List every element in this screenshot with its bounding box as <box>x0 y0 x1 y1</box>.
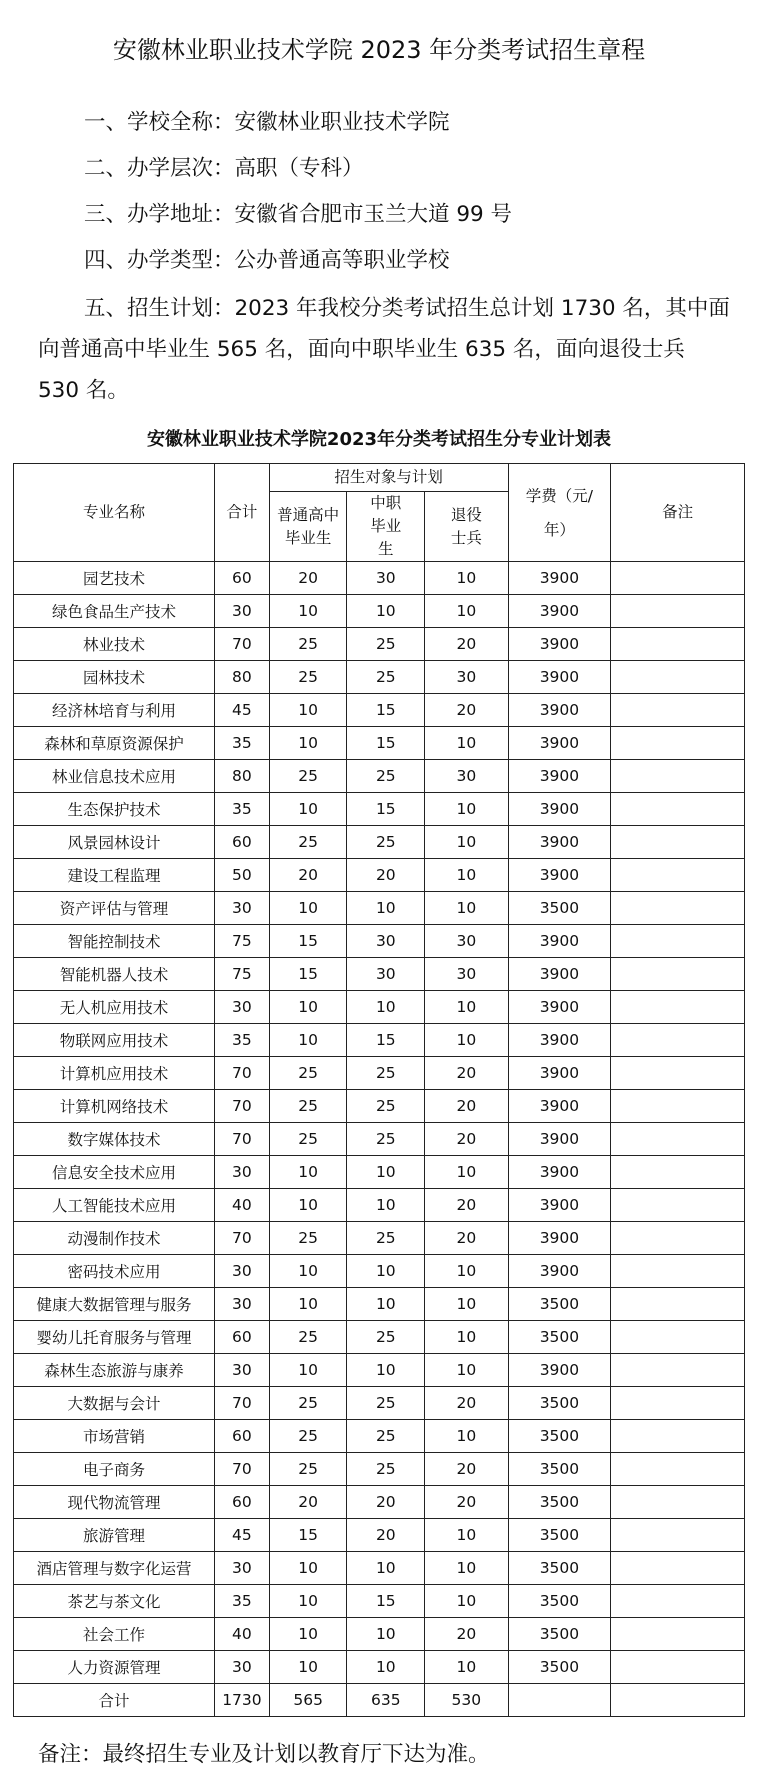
cell-veteran: 20 <box>425 1222 508 1255</box>
cell-tuition-fee: 3900 <box>508 1354 611 1387</box>
cell-vocational: 15 <box>347 1585 425 1618</box>
cell-tuition-fee: 3900 <box>508 628 611 661</box>
cell-high-school: 10 <box>269 1618 347 1651</box>
cell-veteran: 20 <box>425 1486 508 1519</box>
cell-major: 计算机网络技术 <box>14 1090 215 1123</box>
cell-remark <box>611 958 745 991</box>
cell-major: 物联网应用技术 <box>14 1024 215 1057</box>
cell-total: 60 <box>215 826 270 859</box>
cell-high-school: 20 <box>269 1486 347 1519</box>
cell-major: 风景园林设计 <box>14 826 215 859</box>
table-row <box>14 661 745 694</box>
cell-vocational: 25 <box>347 1387 425 1420</box>
cell-major: 人力资源管理 <box>14 1651 215 1684</box>
cell-major: 绿色食品生产技术 <box>14 595 215 628</box>
table-row <box>14 595 745 628</box>
cell-total: 75 <box>215 925 270 958</box>
cell-veteran: 10 <box>425 1585 508 1618</box>
cell-veteran: 10 <box>425 727 508 760</box>
cell-total: 60 <box>215 1321 270 1354</box>
cell-remark <box>611 694 745 727</box>
cell-tuition-fee: 3500 <box>508 892 611 925</box>
cell-high-school: 10 <box>269 595 347 628</box>
cell-veteran: 30 <box>425 661 508 694</box>
cell-remark <box>611 1519 745 1552</box>
table-row <box>14 760 745 793</box>
table-row <box>14 859 745 892</box>
paragraph-school-type: 四、办学类型：公办普通高等职业学校 <box>84 248 450 273</box>
cell-tuition-fee: 3500 <box>508 1453 611 1486</box>
cell-veteran: 30 <box>425 958 508 991</box>
table-row <box>14 1519 745 1552</box>
table-row <box>14 991 745 1024</box>
cell-vocational: 15 <box>347 727 425 760</box>
cell-high-school: 15 <box>269 1519 347 1552</box>
cell-total: 70 <box>215 1123 270 1156</box>
cell-veteran: 10 <box>425 859 508 892</box>
cell-major: 园林技术 <box>14 661 215 694</box>
total-cell-high-school: 565 <box>269 1684 347 1717</box>
cell-veteran: 20 <box>425 1618 508 1651</box>
table-row <box>14 1255 745 1288</box>
cell-vocational: 10 <box>347 892 425 925</box>
cell-tuition-fee: 3900 <box>508 1123 611 1156</box>
cell-high-school: 10 <box>269 1651 347 1684</box>
cell-total: 30 <box>215 991 270 1024</box>
cell-veteran: 10 <box>425 1420 508 1453</box>
cell-high-school: 25 <box>269 661 347 694</box>
cell-vocational: 25 <box>347 628 425 661</box>
cell-vocational: 10 <box>347 991 425 1024</box>
cell-remark <box>611 1090 745 1123</box>
cell-vocational: 10 <box>347 1156 425 1189</box>
cell-remark <box>611 793 745 826</box>
cell-veteran: 30 <box>425 760 508 793</box>
cell-remark <box>611 1453 745 1486</box>
cell-vocational: 10 <box>347 1189 425 1222</box>
cell-remark <box>611 595 745 628</box>
cell-tuition-fee: 3900 <box>508 1024 611 1057</box>
table-row <box>14 892 745 925</box>
cell-high-school: 25 <box>269 760 347 793</box>
table-row <box>14 1387 745 1420</box>
total-cell-major: 合计 <box>14 1684 215 1717</box>
cell-tuition-fee: 3900 <box>508 859 611 892</box>
table-row <box>14 1189 745 1222</box>
paragraph-enrollment-plan: 五、招生计划：2023 年我校分类考试招生总计划 1730 名，其中面向普通高中毕业生 565 名，面向中职毕业生 635 名，面向退役士兵 530 名。 <box>38 296 730 403</box>
cell-total: 40 <box>215 1618 270 1651</box>
cell-total: 80 <box>215 661 270 694</box>
table-title: 安徽林业职业技术学院2023年分类考试招生分专业计划表 <box>146 429 612 450</box>
table-row <box>14 1585 745 1618</box>
cell-remark <box>611 1156 745 1189</box>
cell-remark <box>611 1651 745 1684</box>
cell-major: 婴幼儿托育服务与管理 <box>14 1321 215 1354</box>
cell-vocational: 25 <box>347 1057 425 1090</box>
cell-tuition-fee: 3900 <box>508 1189 611 1222</box>
cell-remark <box>611 1420 745 1453</box>
cell-tuition-fee: 3900 <box>508 1156 611 1189</box>
cell-high-school: 10 <box>269 793 347 826</box>
cell-major: 数字媒体技术 <box>14 1123 215 1156</box>
total-cell-veteran: 530 <box>425 1684 508 1717</box>
cell-major: 人工智能技术应用 <box>14 1189 215 1222</box>
cell-remark <box>611 727 745 760</box>
cell-major: 旅游管理 <box>14 1519 215 1552</box>
cell-remark <box>611 1486 745 1519</box>
cell-major: 酒店管理与数字化运营 <box>14 1552 215 1585</box>
cell-total: 60 <box>215 562 270 595</box>
cell-veteran: 10 <box>425 1354 508 1387</box>
cell-major: 园艺技术 <box>14 562 215 595</box>
table-row <box>14 958 745 991</box>
cell-high-school: 20 <box>269 562 347 595</box>
header-veterans: 退役士兵 <box>425 492 508 562</box>
cell-vocational: 10 <box>347 1618 425 1651</box>
cell-total: 30 <box>215 1156 270 1189</box>
cell-high-school: 10 <box>269 1354 347 1387</box>
cell-total: 70 <box>215 1222 270 1255</box>
cell-high-school: 10 <box>269 727 347 760</box>
header-tuition-fee: 学费（元/年） <box>508 464 611 562</box>
table-row <box>14 1354 745 1387</box>
cell-total: 70 <box>215 1453 270 1486</box>
cell-vocational: 30 <box>347 562 425 595</box>
cell-high-school: 25 <box>269 1420 347 1453</box>
cell-major: 电子商务 <box>14 1453 215 1486</box>
cell-total: 35 <box>215 1024 270 1057</box>
cell-vocational: 20 <box>347 1519 425 1552</box>
cell-vocational: 10 <box>347 1288 425 1321</box>
cell-tuition-fee: 3900 <box>508 760 611 793</box>
cell-high-school: 25 <box>269 1057 347 1090</box>
enrollment-plan-table <box>13 463 745 1717</box>
cell-tuition-fee: 3900 <box>508 1222 611 1255</box>
cell-high-school: 10 <box>269 1024 347 1057</box>
table-row <box>14 1123 745 1156</box>
cell-total: 35 <box>215 793 270 826</box>
cell-veteran: 10 <box>425 1519 508 1552</box>
cell-remark <box>611 1321 745 1354</box>
cell-remark <box>611 1618 745 1651</box>
cell-high-school: 15 <box>269 925 347 958</box>
cell-total: 70 <box>215 1387 270 1420</box>
cell-total: 60 <box>215 1486 270 1519</box>
cell-veteran: 10 <box>425 1552 508 1585</box>
table-row <box>14 1288 745 1321</box>
cell-veteran: 30 <box>425 925 508 958</box>
cell-major: 经济林培育与利用 <box>14 694 215 727</box>
cell-vocational: 25 <box>347 1420 425 1453</box>
cell-veteran: 20 <box>425 1090 508 1123</box>
cell-high-school: 25 <box>269 628 347 661</box>
cell-veteran: 20 <box>425 628 508 661</box>
cell-major: 森林生态旅游与康养 <box>14 1354 215 1387</box>
cell-tuition-fee: 3500 <box>508 1552 611 1585</box>
paragraph-school-name: 一、学校全称：安徽林业职业技术学院 <box>84 110 450 135</box>
footnote: 备注：最终招生专业及计划以教育厅下达为准。 <box>38 1742 490 1767</box>
cell-total: 70 <box>215 628 270 661</box>
cell-total: 50 <box>215 859 270 892</box>
table-row <box>14 1156 745 1189</box>
cell-tuition-fee: 3900 <box>508 793 611 826</box>
cell-major: 信息安全技术应用 <box>14 1156 215 1189</box>
cell-major: 动漫制作技术 <box>14 1222 215 1255</box>
cell-veteran: 10 <box>425 1024 508 1057</box>
cell-veteran: 20 <box>425 1057 508 1090</box>
table-row <box>14 1651 745 1684</box>
cell-major: 大数据与会计 <box>14 1387 215 1420</box>
cell-remark <box>611 1288 745 1321</box>
table-row <box>14 1552 745 1585</box>
cell-remark <box>611 859 745 892</box>
cell-major: 现代物流管理 <box>14 1486 215 1519</box>
cell-vocational: 25 <box>347 661 425 694</box>
table-row <box>14 1321 745 1354</box>
cell-remark <box>611 628 745 661</box>
cell-tuition-fee: 3900 <box>508 595 611 628</box>
cell-total: 40 <box>215 1189 270 1222</box>
cell-total: 80 <box>215 760 270 793</box>
total-cell-vocational: 635 <box>347 1684 425 1717</box>
cell-tuition-fee: 3500 <box>508 1321 611 1354</box>
cell-remark <box>611 925 745 958</box>
cell-veteran: 10 <box>425 1288 508 1321</box>
cell-remark <box>611 892 745 925</box>
cell-tuition-fee: 3500 <box>508 1618 611 1651</box>
cell-veteran: 10 <box>425 892 508 925</box>
cell-total: 75 <box>215 958 270 991</box>
document-title: 安徽林业职业技术学院 2023 年分类考试招生章程 <box>112 36 646 64</box>
cell-major: 林业信息技术应用 <box>14 760 215 793</box>
cell-remark <box>611 1387 745 1420</box>
cell-total: 30 <box>215 1651 270 1684</box>
cell-vocational: 15 <box>347 1024 425 1057</box>
cell-remark <box>611 760 745 793</box>
header-remark: 备注 <box>611 464 745 562</box>
cell-total: 45 <box>215 694 270 727</box>
cell-major: 森林和草原资源保护 <box>14 727 215 760</box>
cell-tuition-fee: 3900 <box>508 826 611 859</box>
cell-vocational: 25 <box>347 1453 425 1486</box>
cell-vocational: 10 <box>347 595 425 628</box>
cell-high-school: 10 <box>269 1552 347 1585</box>
cell-major: 密码技术应用 <box>14 1255 215 1288</box>
table-header <box>14 464 745 562</box>
cell-major: 智能控制技术 <box>14 925 215 958</box>
cell-total: 30 <box>215 1354 270 1387</box>
cell-tuition-fee: 3500 <box>508 1585 611 1618</box>
cell-total: 30 <box>215 892 270 925</box>
cell-tuition-fee: 3900 <box>508 1255 611 1288</box>
cell-tuition-fee: 3500 <box>508 1486 611 1519</box>
total-cell-total: 1730 <box>215 1684 270 1717</box>
table-total-row <box>14 1684 745 1717</box>
cell-vocational: 10 <box>347 1255 425 1288</box>
table-row <box>14 1618 745 1651</box>
cell-high-school: 10 <box>269 694 347 727</box>
cell-tuition-fee: 3500 <box>508 1387 611 1420</box>
cell-vocational: 25 <box>347 1222 425 1255</box>
cell-remark <box>611 1024 745 1057</box>
cell-high-school: 25 <box>269 1321 347 1354</box>
table-row <box>14 826 745 859</box>
cell-tuition-fee: 3900 <box>508 694 611 727</box>
cell-major: 资产评估与管理 <box>14 892 215 925</box>
cell-total: 30 <box>215 595 270 628</box>
cell-veteran: 10 <box>425 826 508 859</box>
cell-remark <box>611 661 745 694</box>
cell-vocational: 20 <box>347 859 425 892</box>
cell-major: 建设工程监理 <box>14 859 215 892</box>
paragraph-address: 三、办学地址：安徽省合肥市玉兰大道 99 号 <box>84 202 513 227</box>
cell-vocational: 25 <box>347 1123 425 1156</box>
cell-vocational: 25 <box>347 1321 425 1354</box>
cell-remark <box>611 1222 745 1255</box>
cell-major: 智能机器人技术 <box>14 958 215 991</box>
cell-major: 林业技术 <box>14 628 215 661</box>
cell-total: 70 <box>215 1090 270 1123</box>
table-row <box>14 1420 745 1453</box>
cell-total: 30 <box>215 1552 270 1585</box>
total-cell-tuition-fee <box>508 1684 611 1717</box>
cell-tuition-fee: 3500 <box>508 1420 611 1453</box>
cell-total: 30 <box>215 1255 270 1288</box>
table-row <box>14 1024 745 1057</box>
header-high-school-graduates: 普通高中毕业生 <box>269 492 347 562</box>
cell-tuition-fee: 3500 <box>508 1651 611 1684</box>
cell-vocational: 25 <box>347 826 425 859</box>
cell-tuition-fee: 3500 <box>508 1519 611 1552</box>
table-row <box>14 727 745 760</box>
cell-high-school: 25 <box>269 1222 347 1255</box>
cell-major: 无人机应用技术 <box>14 991 215 1024</box>
cell-high-school: 25 <box>269 1123 347 1156</box>
cell-veteran: 20 <box>425 694 508 727</box>
cell-tuition-fee: 3900 <box>508 727 611 760</box>
table-row <box>14 793 745 826</box>
cell-remark <box>611 826 745 859</box>
cell-remark <box>611 1189 745 1222</box>
cell-high-school: 10 <box>269 892 347 925</box>
cell-tuition-fee: 3900 <box>508 562 611 595</box>
cell-high-school: 10 <box>269 1189 347 1222</box>
table-row <box>14 1090 745 1123</box>
cell-vocational: 10 <box>347 1651 425 1684</box>
cell-veteran: 10 <box>425 1255 508 1288</box>
cell-vocational: 30 <box>347 958 425 991</box>
cell-total: 35 <box>215 1585 270 1618</box>
cell-high-school: 25 <box>269 1090 347 1123</box>
cell-vocational: 15 <box>347 793 425 826</box>
header-major: 专业名称 <box>14 464 215 562</box>
cell-remark <box>611 1354 745 1387</box>
cell-major: 市场营销 <box>14 1420 215 1453</box>
table-row <box>14 628 745 661</box>
cell-remark <box>611 1057 745 1090</box>
cell-total: 30 <box>215 1288 270 1321</box>
table-row <box>14 1057 745 1090</box>
table-row <box>14 925 745 958</box>
cell-tuition-fee: 3900 <box>508 925 611 958</box>
cell-veteran: 10 <box>425 991 508 1024</box>
cell-veteran: 10 <box>425 562 508 595</box>
cell-remark <box>611 1585 745 1618</box>
cell-high-school: 10 <box>269 1255 347 1288</box>
cell-total: 35 <box>215 727 270 760</box>
cell-major: 社会工作 <box>14 1618 215 1651</box>
cell-major: 健康大数据管理与服务 <box>14 1288 215 1321</box>
table-row <box>14 1486 745 1519</box>
cell-tuition-fee: 3900 <box>508 991 611 1024</box>
cell-remark <box>611 991 745 1024</box>
total-cell-remark <box>611 1684 745 1717</box>
cell-veteran: 10 <box>425 793 508 826</box>
cell-total: 45 <box>215 1519 270 1552</box>
paragraph-education-level: 二、办学层次：高职（专科） <box>84 156 364 181</box>
cell-high-school: 15 <box>269 958 347 991</box>
cell-vocational: 20 <box>347 1486 425 1519</box>
cell-veteran: 20 <box>425 1189 508 1222</box>
cell-major: 计算机应用技术 <box>14 1057 215 1090</box>
cell-remark <box>611 1123 745 1156</box>
cell-tuition-fee: 3900 <box>508 1090 611 1123</box>
cell-remark <box>611 562 745 595</box>
cell-veteran: 20 <box>425 1387 508 1420</box>
cell-high-school: 10 <box>269 1288 347 1321</box>
cell-high-school: 25 <box>269 1387 347 1420</box>
cell-tuition-fee: 3900 <box>508 1057 611 1090</box>
cell-high-school: 25 <box>269 1453 347 1486</box>
header-vocational-graduates: 中职毕业生 <box>347 492 425 562</box>
cell-tuition-fee: 3900 <box>508 958 611 991</box>
table-row <box>14 1453 745 1486</box>
cell-high-school: 10 <box>269 1156 347 1189</box>
cell-vocational: 30 <box>347 925 425 958</box>
table-row <box>14 562 745 595</box>
cell-vocational: 25 <box>347 760 425 793</box>
cell-veteran: 10 <box>425 1321 508 1354</box>
cell-total: 60 <box>215 1420 270 1453</box>
cell-veteran: 10 <box>425 1651 508 1684</box>
cell-veteran: 10 <box>425 1156 508 1189</box>
cell-high-school: 20 <box>269 859 347 892</box>
cell-vocational: 25 <box>347 1090 425 1123</box>
cell-veteran: 20 <box>425 1453 508 1486</box>
header-total: 合计 <box>215 464 270 562</box>
table-row <box>14 1222 745 1255</box>
cell-tuition-fee: 3500 <box>508 1288 611 1321</box>
cell-remark <box>611 1552 745 1585</box>
cell-veteran: 20 <box>425 1123 508 1156</box>
table-row <box>14 694 745 727</box>
cell-remark <box>611 1255 745 1288</box>
cell-major: 生态保护技术 <box>14 793 215 826</box>
header-enrollment-group: 招生对象与计划 <box>269 464 508 492</box>
cell-vocational: 15 <box>347 694 425 727</box>
table-body <box>14 562 745 1717</box>
cell-vocational: 10 <box>347 1552 425 1585</box>
cell-high-school: 25 <box>269 826 347 859</box>
cell-vocational: 10 <box>347 1354 425 1387</box>
cell-high-school: 10 <box>269 991 347 1024</box>
cell-tuition-fee: 3900 <box>508 661 611 694</box>
cell-high-school: 10 <box>269 1585 347 1618</box>
cell-total: 70 <box>215 1057 270 1090</box>
cell-veteran: 10 <box>425 595 508 628</box>
cell-major: 茶艺与茶文化 <box>14 1585 215 1618</box>
